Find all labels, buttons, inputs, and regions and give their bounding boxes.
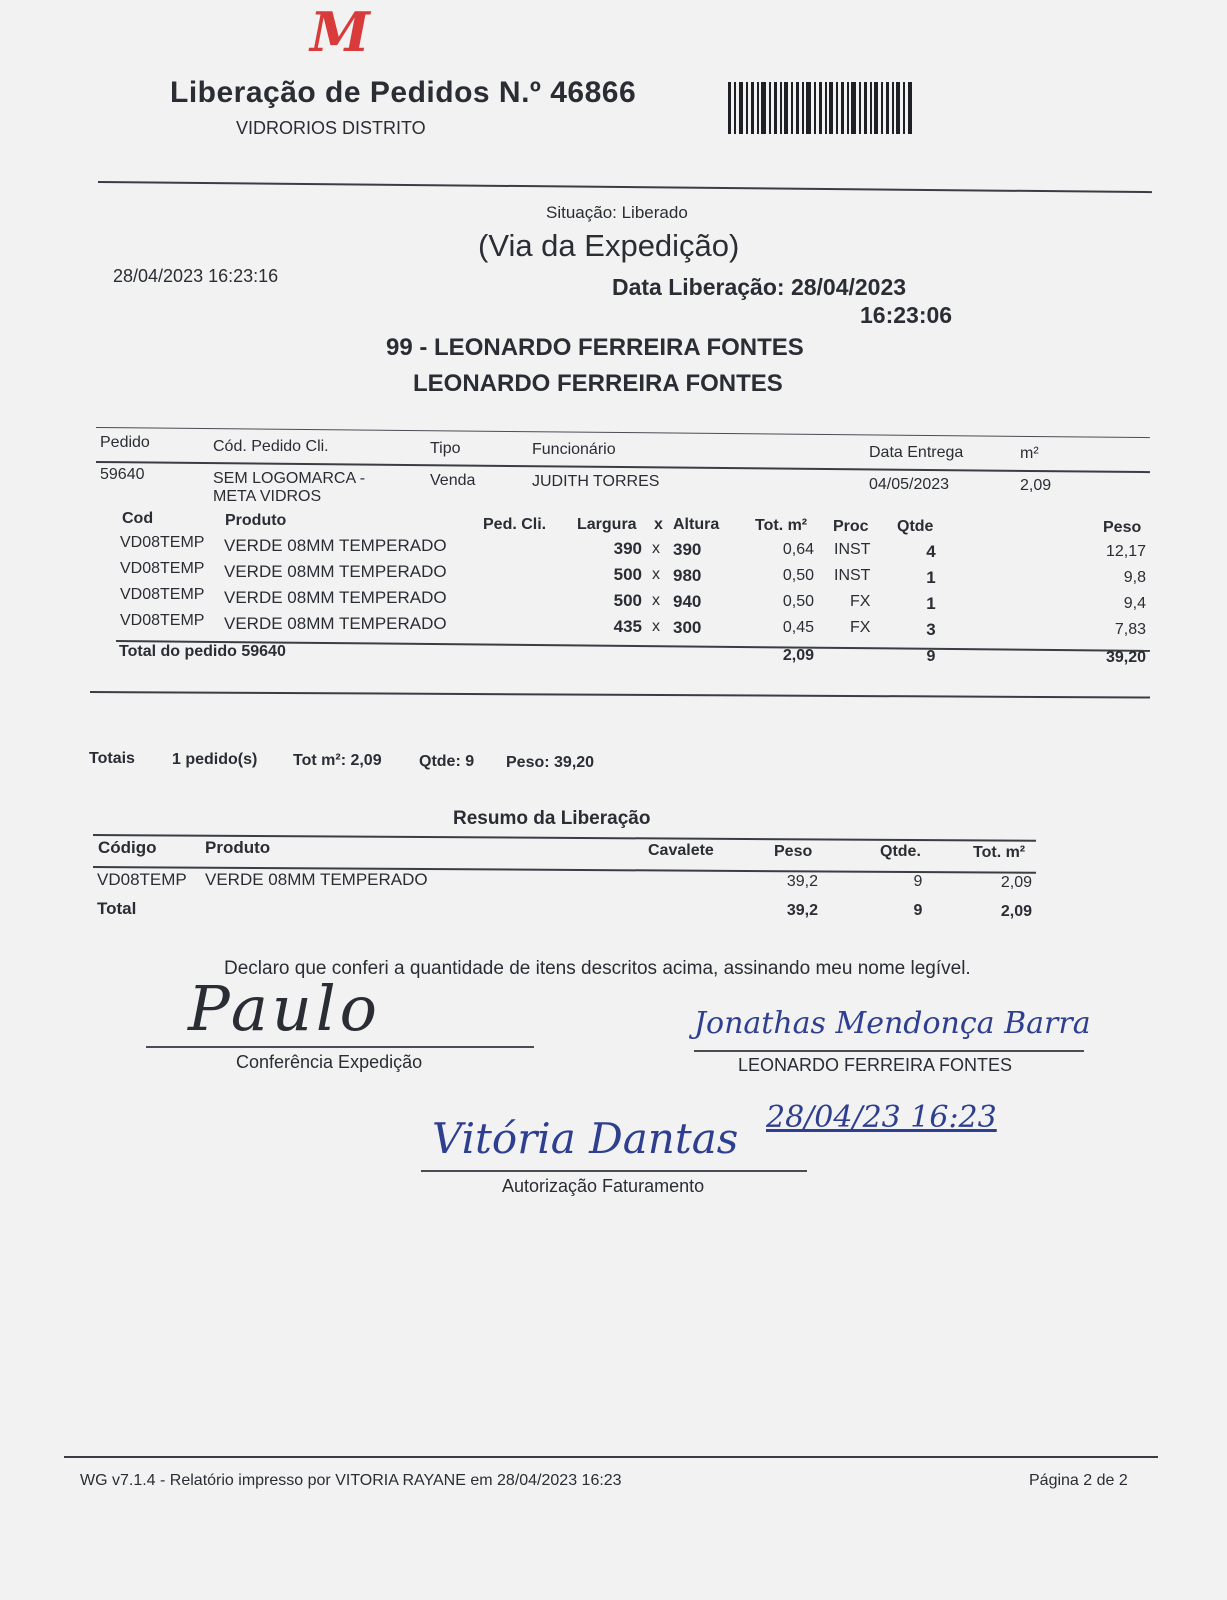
col-header-m2: m² xyxy=(1020,445,1039,462)
item-cod: VD08TEMP xyxy=(120,612,205,629)
summary-header-cavalete: Cavalete xyxy=(648,842,714,859)
signature-left-line xyxy=(146,1046,534,1048)
summary-total-label: Total xyxy=(97,899,137,918)
order-total-label: Total do pedido 59640 xyxy=(119,643,286,660)
summary-header-tot-m2: Tot. m² xyxy=(973,844,1026,861)
footer-report-info: WG v7.1.4 - Relatório impresso por VITORIA RAYANE em 28/04/2023 16:23 xyxy=(80,1472,622,1489)
item-cod: VD08TEMP xyxy=(120,534,205,551)
signature-bottom-label: Autorização Faturamento xyxy=(502,1176,705,1196)
item-qtde: 3 xyxy=(926,620,936,639)
item-altura: 390 xyxy=(673,540,702,559)
item-header-qtde: Qtde xyxy=(897,518,934,535)
footer-page-number: Página 2 de 2 xyxy=(1029,1472,1128,1489)
order-table-bottom-rule xyxy=(90,691,1150,699)
item-header-cod: Cod xyxy=(122,510,154,527)
item-largura: 500 xyxy=(613,565,642,584)
summary-qtde: 9 xyxy=(913,873,923,890)
barcode-image xyxy=(728,82,912,134)
summary-header-peso: Peso xyxy=(774,843,813,860)
summary-codigo: VD08TEMP xyxy=(97,870,187,889)
summary-total-qtde: 9 xyxy=(913,902,923,919)
item-header-largura: Largura xyxy=(577,516,637,533)
order-number: 59640 xyxy=(100,466,145,483)
summary-total-peso: 39,2 xyxy=(786,902,818,919)
col-header-tipo: Tipo xyxy=(430,440,461,457)
item-largura: 435 xyxy=(613,617,642,636)
item-x: x xyxy=(652,592,660,609)
item-x: x xyxy=(652,566,660,583)
order-funcionario: JUDITH TORRES xyxy=(532,473,660,490)
signature-right-handwriting: Jonathas Mendonça Barra xyxy=(694,1006,1091,1041)
order-total-m2: 2,09 xyxy=(782,647,814,664)
copy-label: (Via da Expedição) xyxy=(478,228,740,263)
item-header-produto: Produto xyxy=(225,512,287,529)
item-produto: VERDE 08MM TEMPERADO xyxy=(224,536,447,555)
item-tot-m2: 0,64 xyxy=(782,541,814,558)
item-tot-m2: 0,45 xyxy=(782,619,814,636)
item-x: x xyxy=(652,618,660,635)
summary-header-qtde: Qtde. xyxy=(880,843,921,860)
signature-right-label: LEONARDO FERREIRA FONTES xyxy=(738,1055,1013,1075)
item-proc: INST xyxy=(834,541,871,558)
order-total-peso: 39,20 xyxy=(1105,649,1146,666)
item-tot-m2: 0,50 xyxy=(782,567,814,584)
item-x: x xyxy=(652,540,660,557)
order-cod-cli-line2: META VIDROS xyxy=(213,488,322,505)
order-m2: 2,09 xyxy=(1020,477,1052,494)
item-peso: 12,17 xyxy=(1105,543,1146,560)
col-header-data-entrega: Data Entrega xyxy=(869,444,964,461)
status-text: Situação: Liberado xyxy=(546,203,688,222)
handwritten-date: 28/04/23 16:23 xyxy=(766,1100,997,1135)
item-qtde: 1 xyxy=(926,568,936,587)
item-cod: VD08TEMP xyxy=(120,586,205,603)
item-header-altura: Altura xyxy=(673,516,720,533)
col-header-funcionario: Funcionário xyxy=(532,441,616,458)
item-peso: 9,8 xyxy=(1123,569,1146,586)
declaration-text: Declaro que conferi a quantidade de itens descritos acima, assinando meu nome legível. xyxy=(224,958,971,979)
handwritten-annotation: M xyxy=(310,0,370,64)
summary-total-tot-m2: 2,09 xyxy=(1000,903,1032,920)
order-data-entrega: 04/05/2023 xyxy=(869,476,950,493)
item-largura: 500 xyxy=(613,591,642,610)
totals-pedidos: 1 pedido(s) xyxy=(172,751,258,768)
item-altura: 300 xyxy=(673,618,702,637)
item-peso: 7,83 xyxy=(1114,621,1146,638)
signature-bottom-line xyxy=(421,1170,807,1172)
item-header-proc: Proc xyxy=(833,518,869,535)
col-header-pedido: Pedido xyxy=(100,434,150,451)
item-peso: 9,4 xyxy=(1123,595,1146,612)
item-header-tot-m2: Tot. m² xyxy=(755,517,808,534)
item-produto: VERDE 08MM TEMPERADO xyxy=(224,562,447,581)
item-qtde: 1 xyxy=(926,594,936,613)
summary-header-produto: Produto xyxy=(205,838,271,857)
document-title: Liberação de Pedidos N.º 46866 xyxy=(170,76,637,109)
signature-bottom-handwriting: Vitória Dantas xyxy=(432,1114,739,1163)
col-header-cod-pedido-cli: Cód. Pedido Cli. xyxy=(213,438,329,455)
item-header-ped-cli: Ped. Cli. xyxy=(483,516,547,533)
summary-produto: VERDE 08MM TEMPERADO xyxy=(205,870,428,889)
order-cod-cli-line1: SEM LOGOMARCA - xyxy=(213,470,366,487)
item-header-peso: Peso xyxy=(1103,519,1142,536)
item-proc: FX xyxy=(850,619,871,636)
item-largura: 390 xyxy=(613,539,642,558)
signature-left-handwriting: Paulo xyxy=(188,972,381,1045)
summary-title: Resumo da Liberação xyxy=(453,808,651,829)
item-cod: VD08TEMP xyxy=(120,560,205,577)
totals-peso: Peso: 39,20 xyxy=(506,754,595,771)
totals-label: Totais xyxy=(89,750,135,767)
print-datetime: 28/04/2023 16:23:16 xyxy=(113,266,279,286)
signature-right-line xyxy=(694,1050,1084,1052)
item-produto: VERDE 08MM TEMPERADO xyxy=(224,588,447,607)
totals-m2: Tot m²: 2,09 xyxy=(293,752,382,769)
item-qtde: 4 xyxy=(926,542,936,561)
company-name: VIDRORIOS DISTRITO xyxy=(236,118,426,138)
item-tot-m2: 0,50 xyxy=(782,593,814,610)
order-total-qtde: 9 xyxy=(926,648,936,665)
release-date: Data Liberação: 28/04/2023 xyxy=(612,274,907,300)
item-altura: 980 xyxy=(673,566,702,585)
signature-left-label: Conferência Expedição xyxy=(236,1052,423,1072)
client-code-name: 99 - LEONARDO FERREIRA FONTES xyxy=(386,334,804,361)
item-proc: INST xyxy=(834,567,871,584)
order-tipo: Venda xyxy=(430,472,476,489)
item-altura: 940 xyxy=(673,592,702,611)
client-name: LEONARDO FERREIRA FONTES xyxy=(413,370,783,397)
item-produto: VERDE 08MM TEMPERADO xyxy=(224,614,447,633)
totals-qtde: Qtde: 9 xyxy=(419,753,475,770)
item-proc: FX xyxy=(850,593,871,610)
release-time: 16:23:06 xyxy=(860,302,953,328)
footer-rule xyxy=(64,1456,1158,1458)
summary-peso: 39,2 xyxy=(786,873,818,890)
header-divider xyxy=(98,181,1152,193)
summary-header-codigo: Código xyxy=(98,838,157,857)
summary-tot-m2: 2,09 xyxy=(1000,874,1032,891)
order-table-top-rule xyxy=(96,427,1150,438)
item-header-x: x xyxy=(654,516,663,533)
